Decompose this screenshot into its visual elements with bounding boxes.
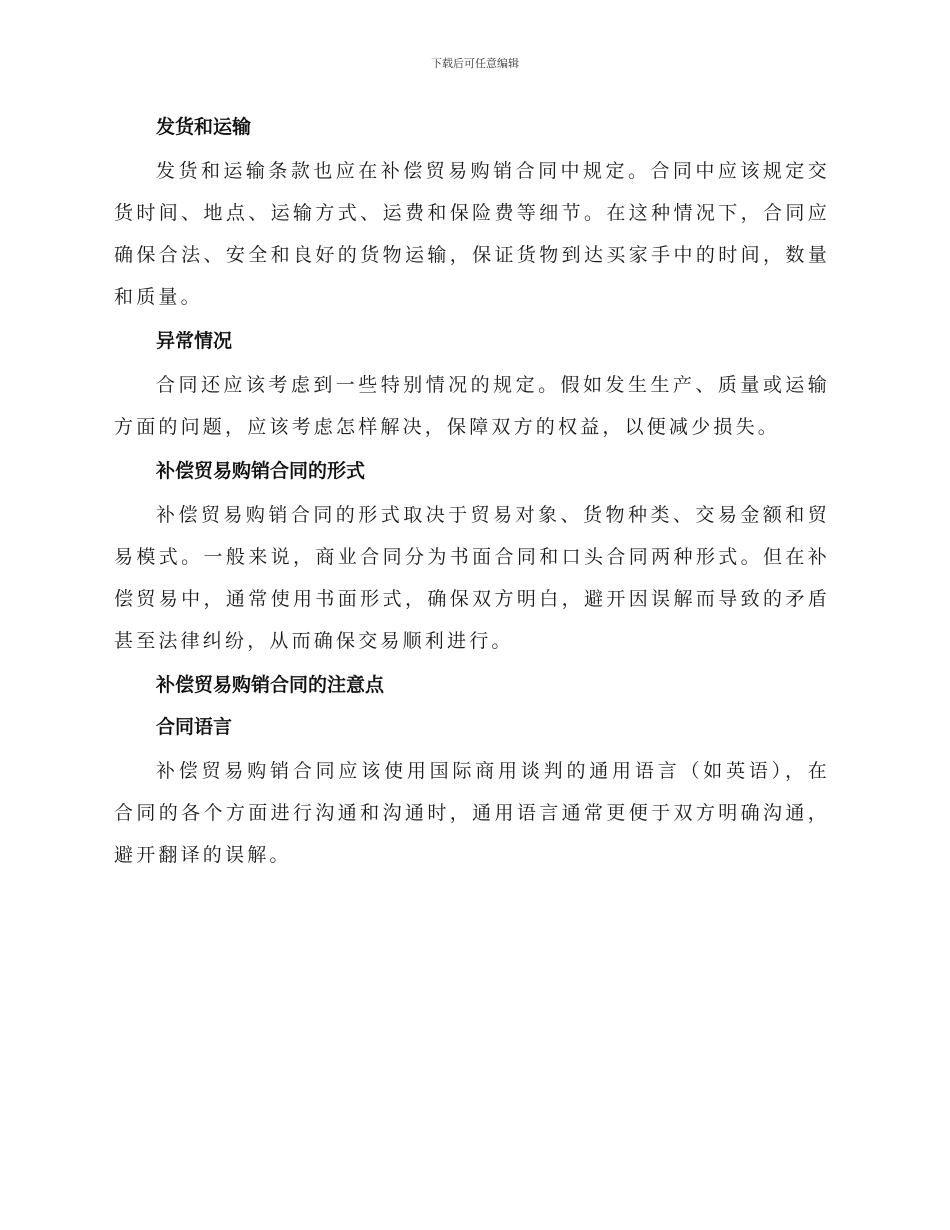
section-exceptions bbox=[114, 322, 830, 452]
section-paragraph: 发货和运输条款也应在补偿贸易购销合同中规定。合同中应该规定交货时间、地点、运输方式、运费和保险费等细节。在这种情况下，合同应确保合法、安全和良好的货物运输，保证货物到达买家手中的时间，数量和质量。 bbox=[114, 160, 830, 308]
section-shipping bbox=[114, 108, 830, 322]
page-header: 下载后可任意编辑 bbox=[431, 57, 519, 70]
section-heading: 合同语言 bbox=[156, 716, 233, 738]
section-contract-language bbox=[114, 708, 830, 876]
section-heading: 补偿贸易购销合同的注意点 bbox=[156, 674, 385, 696]
section-heading: 补偿贸易购销合同的形式 bbox=[156, 460, 366, 482]
section-contract-form bbox=[114, 452, 830, 666]
section-heading: 异常情况 bbox=[156, 330, 233, 352]
document-body bbox=[114, 108, 830, 876]
section-heading: 发货和运输 bbox=[156, 116, 252, 138]
section-notes bbox=[114, 666, 830, 708]
section-paragraph: 补偿贸易购销合同的形式取决于贸易对象、货物种类、交易金额和贸易模式。一般来说，商业合同分为书面合同和口头合同两种形式。但在补偿贸易中，通常使用书面形式，确保双方明白，避开因误解而导致的矛盾甚至法律纠纷，从而确保交易顺利进行。 bbox=[114, 504, 830, 652]
section-paragraph: 合同还应该考虑到一些特别情况的规定。假如发生生产、质量或运输方面的问题，应该考虑怎样解决，保障双方的权益，以便减少损失。 bbox=[114, 374, 830, 438]
section-paragraph: 补偿贸易购销合同应该使用国际商用谈判的通用语言（如英语），在合同的各个方面进行沟通和沟通时，通用语言通常更便于双方明确沟通，避开翻译的误解。 bbox=[114, 760, 830, 866]
